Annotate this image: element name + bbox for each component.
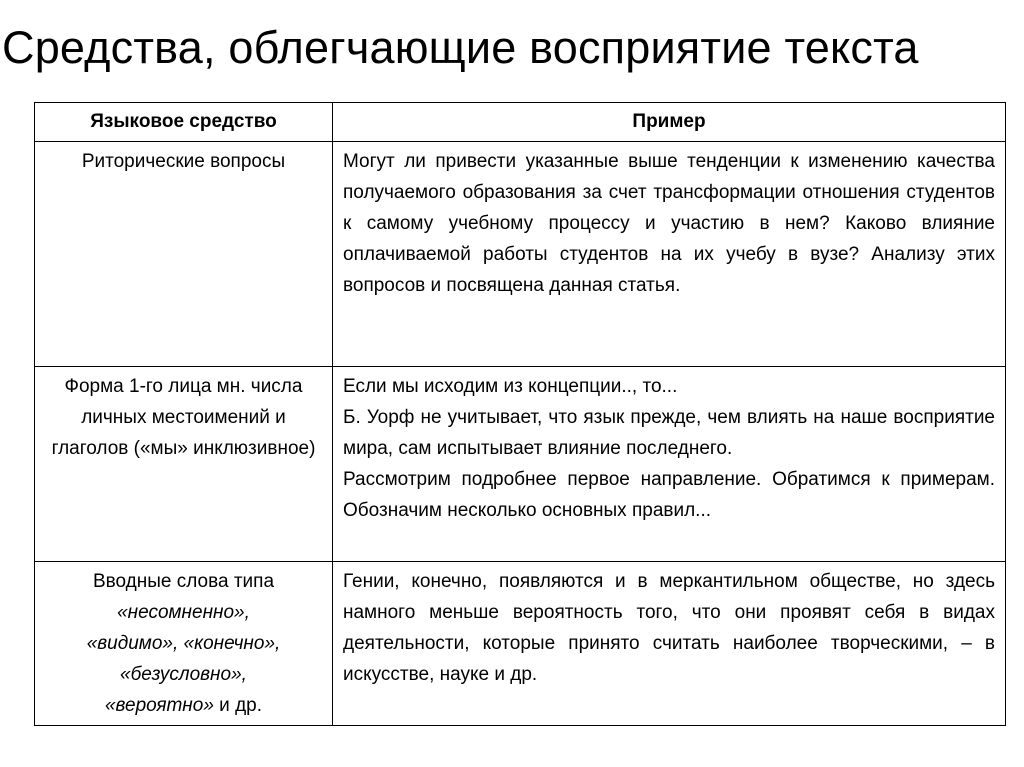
slide-title: Средства, облегчающие восприятие текста (2, 22, 919, 73)
table-row (35, 367, 1006, 562)
language-means-table (34, 102, 1006, 726)
table-row (35, 142, 1006, 367)
example-text: Б. Уорф не учитывает, что язык прежде, чем влиять на наше восприятие мира, сам испытывает влияние последнего. (343, 407, 995, 459)
table-row (35, 562, 1006, 726)
feature-tail: и др. (213, 695, 263, 716)
example-cell-first-person-plural (333, 367, 1006, 562)
example-text: Могут ли привести указанные выше тенденции к изменению качества получаемого образования за счет трансформации отношения студентов к самому учебному процессу и участию в нем? Каково влияние оплачиваемой работы студентов на их учебу в вузе? Анализу этих вопросов и посвящена данная статья. (343, 151, 995, 296)
example-text: Рассмотрим подробнее первое направление. Обратимся к примерам. Обозначим несколько основных правил... (343, 469, 995, 521)
feature-word: «видимо», «конечно», (86, 633, 281, 654)
example-cell-introductory-words (333, 562, 1006, 726)
example-text: Если мы исходим из концепции.., то... (343, 376, 678, 397)
feature-cell-rhetorical-questions: Риторические вопросы (35, 142, 333, 367)
feature-word: «несомненно», (117, 602, 250, 623)
example-text: Гении, конечно, появляются и в меркантильном обществе, но здесь намного меньше вероятность того, что они проявят себя в видах деятельности, которые принято считать наиболее творческими, – в искусстве, науке и др. (343, 571, 995, 685)
column-header-means: Языковое средство (35, 103, 333, 142)
feature-cell-first-person-plural: Форма 1-го лица мн. числа личных местоимений и глаголов («мы» инклюзивное) (35, 367, 333, 562)
table-header-row (35, 103, 1006, 142)
feature-word: «вероятно» (104, 695, 214, 716)
column-header-example: Пример (333, 103, 1006, 142)
feature-intro: Вводные слова типа (92, 571, 275, 592)
example-cell-rhetorical-questions (333, 142, 1006, 367)
feature-cell-introductory-words (35, 562, 333, 726)
feature-word: «безусловно», (120, 664, 247, 685)
